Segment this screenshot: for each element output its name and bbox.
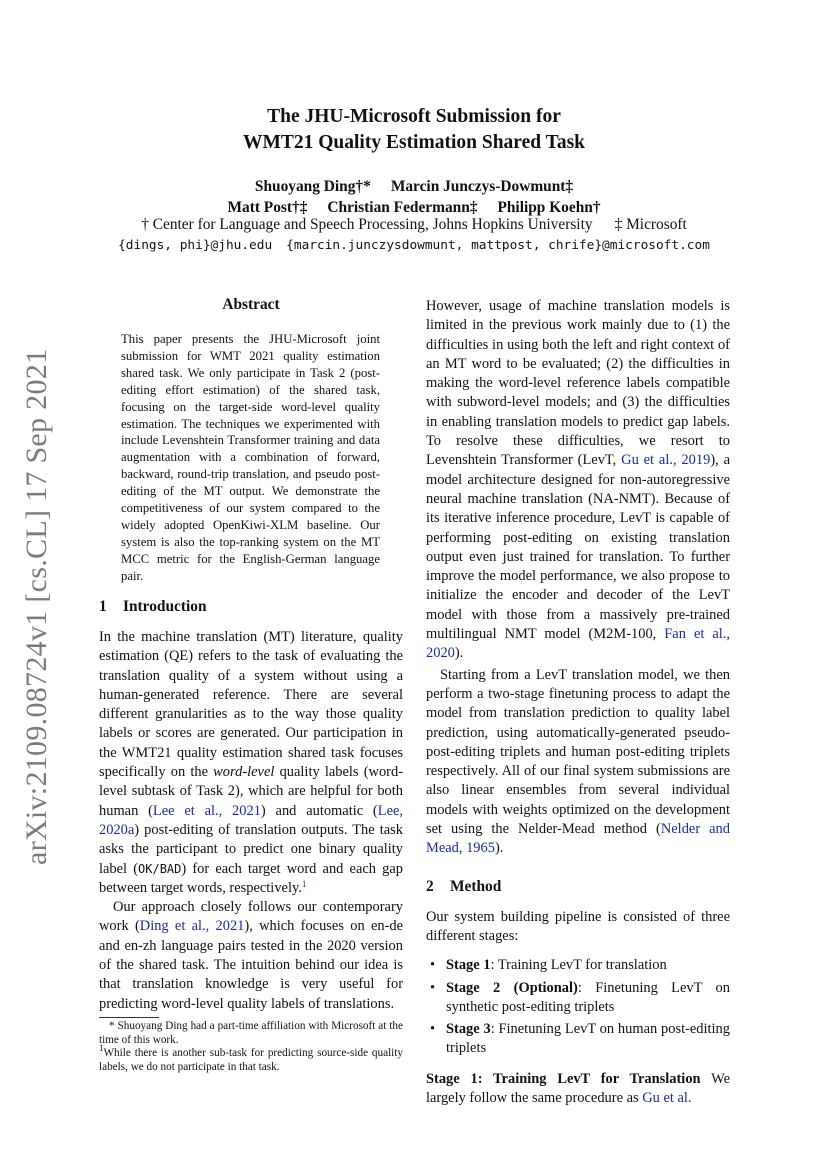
section-method-heading	[426, 878, 730, 896]
stage-item-1: • Stage 1: Training LevT for translation	[430, 957, 667, 974]
section-number: 1	[99, 598, 107, 615]
footnote-divider	[99, 1017, 159, 1018]
citation-ding-2021[interactable]: Ding et al., 2021	[139, 918, 245, 935]
abstract-heading: Abstract	[222, 296, 280, 313]
right-column	[426, 297, 730, 1108]
intro-paragraph-3: However, usage of machine translation models is limited in the previous work mainly due to (1) the difficulties in using both the left and right context of an MT word to be evaluated; (2) the difficulties in making the word-level reference labels compatible with subword-level models; and (3) the difficulties in enabling translation models to predict gap labels. To resolve these difficulties, we resort to Levenshtein Transformer (LevT, Gu et al., 2019), a model architecture designed for non-autoregressive neural machine translation (NA-NMT). Because of its iterative inference procedure, LevT is capable of performing post-editing on existing translation output even just trained for translation. To further improve the model performance, we also propose to initialize the encoder and decoder of the LevT model with those from a massively pre-trained multilingual NMT model (M2M-100, Fan et al., 2020).	[426, 298, 730, 662]
footnote-marker: 1	[99, 1043, 104, 1054]
intro-paragraph-1: In the machine translation (MT) literature, quality estimation (QE) refers to the task of evaluating the translation quality of a system without using a human-generated reference. There are several different granularities as to the way those quality labels or scores are generated. Our participation in the WMT21 quality estimation shared task focuses specifically on the word-level quality labels (word-level subtask of Task 2), which are helpful for both human (Lee et al., 2021) and automatic (Lee, 2020a) post-editing of translation outputs. The task asks the participant to predict one binary quality label (OK/BAD) for each target word and each gap between target words, respectively.$^1$	[99, 629, 403, 896]
intro-paragraph-4: Starting from a LevT translation model, we then perform a two-stage finetuning process to adapt the model from translation prediction to quality label prediction, using automatically-generated pseudo-post-editing triplets and human post-editing triplets respectively. All of our final system submissions are also linear ensembles from several individual models with weights optimized on the development set using the Nelder-Mead method (Nelder and Mead, 1965).	[426, 666, 730, 857]
emphasis-word-level: word-level	[213, 764, 275, 781]
affiliation-jhu: † Center for Language and Speech Processing, Johns Hopkins University	[141, 216, 593, 233]
intro-paragraph-2: Our approach closely follows our contemporary work (Ding et al., 2021), which focuses on en-de and en-zh language pairs tested in the 2020 version of the shared task. The intuition behind our idea is that translation knowledge is very useful for predicting word-level quality labels of translations.	[99, 899, 404, 1012]
stage-1-paragraph: Stage 1: Training LevT for Translation We largely follow the same procedure as Gu et al.	[426, 1070, 730, 1106]
stage-label: Stage 2 (Optional)	[446, 979, 578, 996]
email-microsoft: {marcin.junczysdowmunt, mattpost, chrife}@microsoft.com	[286, 238, 710, 253]
author-ding: Shuoyang Ding†*	[254, 178, 371, 195]
citation-lee-2020a[interactable]: Lee, 2020a	[99, 802, 403, 838]
author-federmann: Christian Federmann‡	[327, 199, 478, 216]
stage-item-2: • Stage 2 (Optional): Finetuning LevT on synthetic post-editing triplets	[430, 979, 730, 1015]
paragraph-heading: Stage 1: Training LevT for Translation	[426, 1070, 701, 1087]
stage-label: Stage 3	[446, 1021, 491, 1038]
left-column	[99, 628, 403, 1014]
footnotes	[99, 1020, 403, 1074]
author-emails	[0, 236, 828, 256]
paper-title	[0, 104, 828, 156]
abstract-text: This paper presents the JHU-Microsoft joint submission for WMT 2021 quality estimation shared task. We only participate in Task 2 (post-editing effort estimation) of the shared task, focusing on the target-side word-level quality estimation. The techniques we experimented with include Levenshtein Transformer training and data augmentation with a combination of forward, backward, round-trip translation, and pseudo post-editing of the MT output. We demonstrate the competitiveness of our system compared to the widely adopted OpenKiwi-XLM baseline. Our system is also the top-ranking system on the MT MCC metric for the English-German language pair.	[121, 332, 380, 583]
author-list	[0, 176, 828, 218]
section-number: 2	[426, 877, 434, 895]
citation-fan-2020[interactable]: Fan et al., 2020	[426, 626, 730, 662]
method-intro: Our system building pipeline is consisted of three different stages:	[426, 908, 730, 944]
stage-label: Stage 1	[446, 957, 491, 974]
stage-item-3: • Stage 3: Finetuning LevT on human post-editing triplets	[430, 1021, 730, 1057]
citation-gu-2019[interactable]: Gu et al., 2019	[621, 452, 711, 469]
arxiv-identifier: arXiv:2109.08724v1 [cs.CL] 17 Sep 2021	[20, 348, 53, 865]
title-line-1: The JHU-Microsoft Submission for	[267, 106, 561, 127]
citation-gu-et-al[interactable]: Gu et al.	[642, 1089, 692, 1106]
label-ok-bad: OK/BAD	[138, 861, 182, 876]
footnote-ref-1[interactable]: 1	[301, 878, 307, 889]
section-title: Introduction	[123, 598, 207, 615]
affiliation-microsoft: ‡ Microsoft	[614, 216, 687, 233]
author-junczys-dowmunt: Marcin Junczys-Dowmunt‡	[390, 178, 574, 195]
section-introduction-heading	[99, 598, 207, 616]
title-line-2: WMT21 Quality Estimation Shared Task	[242, 132, 586, 153]
stage-list	[426, 956, 730, 1058]
email-jhu: {dings, phi}@jhu.edu	[118, 238, 273, 253]
author-koehn: Philipp Koehn†	[497, 199, 601, 216]
author-post: Matt Post†‡	[227, 199, 308, 216]
footnote-affiliation: * Shuoyang Ding had a part-time affiliation with Microsoft at the time of this work.	[99, 1020, 403, 1046]
citation-lee-2021[interactable]: Lee et al., 2021	[152, 802, 261, 819]
section-title: Method	[450, 877, 502, 895]
footnote-1: $^1$While there is another sub-task for predicting source-side quality labels, we do not participate in that task.	[99, 1043, 403, 1073]
citation-nelder-mead-1965[interactable]: Nelder and Mead, 1965	[426, 821, 730, 857]
affiliations	[0, 215, 828, 235]
